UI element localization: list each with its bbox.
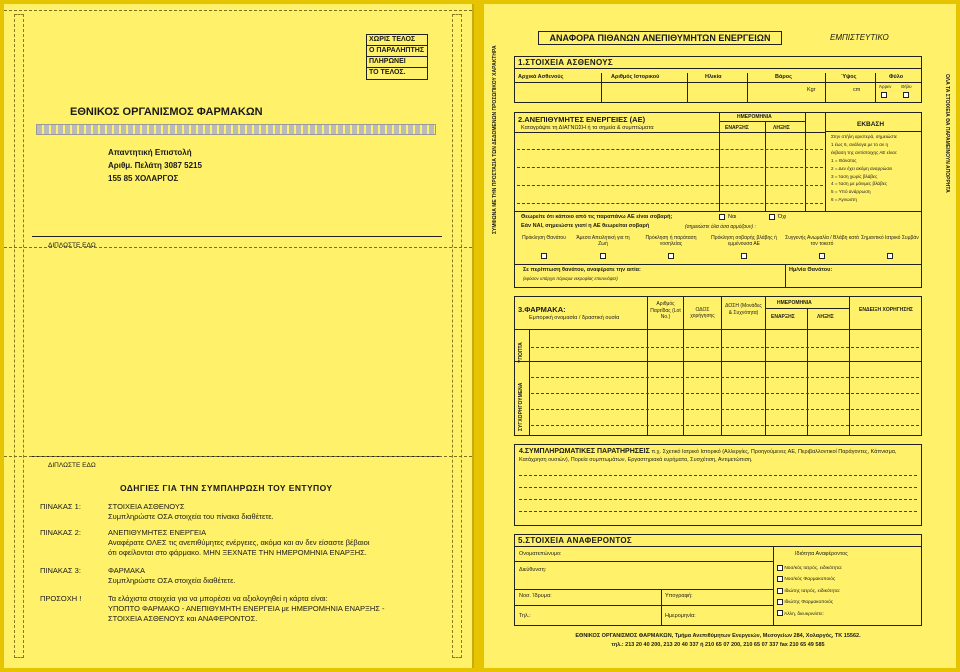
indication-header: ΕΝΔΕΙΞΗ ΧΟΡΗΓΗΣΗΣ (859, 307, 913, 313)
reason-hospitalization: Πρόκληση ή παράταση νοσηλείας (645, 235, 697, 247)
role-label: Άλλη, διευκρινίστε: (784, 611, 824, 617)
instruction-line: Συμπληρώστε ΟΣΑ στοιχεία διαθέτετε. (108, 576, 236, 585)
outcome-header: ΕΚΒΑΣΗ (857, 121, 885, 128)
postage-box (366, 34, 428, 80)
remarks-line[interactable] (519, 487, 917, 488)
concomitant-label: ΣΥΓΧΟΡΗΓΟΥΜΕΝΑ (518, 382, 524, 431)
postage-line: ΤΟ ΤΕΛΟΣ. (369, 69, 406, 76)
suspect-label: ΥΠΟΠΤΑ (518, 342, 524, 363)
outcome-legend-line: 6 = Άγνωστη (831, 197, 857, 203)
entry-line[interactable] (517, 149, 823, 150)
postcode: 155 85 ΧΟΛΑΡΓΟΣ (108, 174, 179, 183)
instruction-key: ΠΙΝΑΚΑΣ 2: (40, 528, 81, 537)
drug-entry-line[interactable] (531, 393, 919, 394)
instruction-3 (40, 566, 418, 586)
outcome-legend-line: Στην στήλη αριστερά, σημειώστε (831, 134, 898, 139)
col-record: Αριθμός Ιστορικού (611, 74, 660, 80)
role-checkbox[interactable] (777, 576, 783, 582)
height-unit: cm (853, 87, 861, 93)
top-dashed-line (4, 10, 472, 11)
serious-question: Θεωρείτε ότι κάποιο από τις παραπάνω ΑΕ είναι σοβαρή; (521, 214, 673, 220)
col-divider (773, 547, 774, 625)
footer-phones: τηλ.: 213 20 40 200, 213 20 40 337 ή 210 65 07 200, 210 65 07 337 fax 210 65 49 585 (611, 642, 825, 648)
reason-medical-event: Σημαντικό Ιατρικό Συμβάν (861, 235, 919, 241)
postage-line: ΧΩΡΙΣ ΤΕΛΟΣ (367, 35, 427, 46)
section-title: 5.ΣΤΟΙΧΕΙΑ ΑΝΑΦΕΡΟΝΤΟΣ (515, 535, 921, 547)
report-form-panel (484, 4, 956, 668)
instruction-line: ΣΤΟΙΧΕΙΑ ΑΣΘΕΝΟΥΣ (108, 502, 185, 511)
col-divider (849, 297, 850, 435)
fold-dash-2 (4, 456, 472, 457)
reporter-address-label: Διεύθυνση: (519, 567, 547, 573)
entry-line[interactable] (517, 167, 823, 168)
col-height: Ύψος (841, 74, 857, 80)
col-initials: Αρχικά Ασθενούς (518, 74, 564, 80)
col-divider (765, 297, 766, 435)
drug-entry-line[interactable] (531, 347, 919, 348)
role-options (777, 563, 842, 620)
drug-end-header: ΛΗΞΗΣ (817, 314, 834, 320)
section-title: 4.ΣΥΜΠΛΗΡΩΜΑΤΙΚΕΣ ΠΑΡΑΤΗΡΗΣΕΙΣ (519, 448, 650, 455)
col-divider (647, 297, 648, 435)
role-checkbox[interactable] (777, 588, 783, 594)
remarks-line[interactable] (519, 499, 917, 500)
role-label: Νοσ/κός Ιατρός, ειδικότητα: (784, 566, 843, 571)
footer (514, 632, 922, 650)
reason-medical-event-checkbox[interactable] (887, 253, 893, 259)
col-age: Ηλικία (705, 74, 722, 80)
role-label: Νοσ/κός Φαρμακοποιός (784, 577, 836, 583)
outcome-legend-line: 2 = Δεν έχει ακόμη αναρρώσει (831, 165, 893, 171)
serious-no-label: Όχι (778, 214, 787, 220)
row-divider (515, 132, 825, 133)
fold-label-2: ΔΙΠΛΩΣΤΕ ΕΔΩ (48, 462, 96, 469)
serious-no-checkbox[interactable] (769, 214, 775, 220)
col-divider (721, 297, 722, 435)
outcome-legend-line: 4 = Ίαση με μόνιμες βλάβες (831, 181, 887, 187)
instruction-key: ΠΙΝΑΚΑΣ 1: (40, 502, 81, 511)
reporter-date-label: Ημερομηνία: (665, 613, 696, 619)
right-fold-edge (452, 14, 462, 658)
reply-envelope-panel (4, 4, 474, 668)
sex-female-checkbox[interactable] (903, 92, 909, 98)
col-divider (785, 264, 786, 287)
instruction-line: Τα ελάχιστα στοιχεία για να μπορέσει να αξιολογηθεί η κάρτα είναι: (108, 594, 328, 603)
start-header: ΕΝΑΡΞΗΣ (725, 125, 749, 131)
instruction-line: ΥΠΟΠΤΟ ΦΑΡΜΑΚΟ - ΑΝΕΠΙΘΥΜΗΤΗ ΕΝΕΡΓΕΙΑ με ΗΜΕΡΟΜΗΝΙΑ ΕΝΑΡΞΗΣ - (108, 604, 385, 613)
death-cause-label: Σε περίπτωση θανάτου, αναφέρατε την αιτία: (523, 267, 641, 273)
col-divider (719, 113, 720, 211)
reason-hospitalization-checkbox[interactable] (668, 253, 674, 259)
drug-entry-line[interactable] (531, 377, 919, 378)
instruction-1 (40, 502, 418, 522)
reason-congenital-checkbox[interactable] (819, 253, 825, 259)
instruction-key: ΠΙΝΑΚΑΣ 3: (40, 566, 81, 575)
col-divider (747, 73, 748, 102)
instruction-line: ΑΝΕΠΙΘΥΜΗΤΕΣ ΕΝΕΡΓΕΙΑ (108, 528, 207, 537)
instruction-line: Αναφέρατε ΟΛΕΣ τις ανεπιθύμητες ενέργειες, ακόμα και αν δεν είσαστε βέβαιοι (108, 538, 370, 547)
sex-female-label: Θήλυ (901, 84, 912, 89)
death-cause-note: (εφόσον υπάρχει πόρισμα νεκροψίας επισυνάψτε) (523, 276, 618, 281)
remarks-hint: π.χ. Σχετικό Ιατρικό Ιστορικό (Αλλεργίες, Προηγούμενες ΑΕ, Περιβαλλοντικοί Παράγοντες, Κάπνισμα, Κατάχρηση ουσιών), Πορεία συμπτωμάτων, Εργαστηριακά ευρήματα, Συσχέτιση, Αντιμετώπιση. (519, 449, 897, 463)
remarks-header (519, 448, 917, 464)
col-divider (805, 113, 806, 211)
confidential-label: ΕΜΠΙΣΤΕΥΤΙΚΟ (830, 33, 889, 42)
drug-entry-line[interactable] (531, 425, 919, 426)
row-divider (825, 131, 921, 132)
death-date-label: Ημ/νία Θανάτου: (789, 267, 833, 273)
section-patient (514, 56, 922, 103)
section-title: 1.ΣΤΟΙΧΕΙΑ ΑΣΘΕΝΟΥΣ (515, 57, 921, 69)
instruction-line: ότι οφείλονται στο φάρμακο. ΜΗΝ ΞΕΧΝΑΤΕ ΤΗΝ ΗΜΕΡΟΜΗΝΙΑ ΕΝΑΡΞΗΣ. (108, 548, 367, 557)
outcome-legend-line: 3 = Ίαση χωρίς βλάβες (831, 173, 878, 179)
outcome-legend-line: έκβαση της αντίστοιχης ΑΕ είναι: (831, 149, 898, 155)
col-divider (825, 73, 826, 102)
role-label: Ιδιώτης Ιατρός, ειδικότητα: (784, 588, 841, 594)
outcome-legend (831, 133, 897, 204)
address-block (108, 146, 202, 185)
reporter-role-title: Ιδιότητα Αναφέροντος (795, 551, 848, 557)
reason-congenital: Συγγενής Ανωμαλία / Βλάβη κατά τον τοκετό (785, 235, 859, 247)
row-divider (515, 211, 921, 212)
dose-header: ΔΟΣΗ (Μονάδες & Συχνότητα) (725, 303, 762, 316)
reporter-name-label: Ονοματεπώνυμο: (519, 551, 562, 557)
form-title: ΑΝΑΦΟΡΑ ΠΙΘΑΝΩΝ ΑΝΕΠΙΘΥΜΗΤΩΝ ΕΝΕΡΓΕΙΩΝ (538, 31, 782, 45)
reply-label: Απαντητική Επιστολή (108, 148, 192, 157)
instruction-2 (40, 528, 418, 558)
why-serious-note: (σημειώστε όλα όσα αρμόζουν) : (685, 224, 756, 230)
row-divider (515, 329, 921, 330)
col-divider (765, 121, 766, 211)
sex-male-checkbox[interactable] (881, 92, 887, 98)
row-divider (515, 264, 921, 265)
row-divider (515, 561, 773, 562)
reason-disability-checkbox[interactable] (741, 253, 747, 259)
row-divider (515, 605, 773, 606)
row-divider (515, 589, 773, 590)
reason-life-threatening-checkbox[interactable] (600, 253, 606, 259)
col-divider (807, 309, 808, 435)
reporter-phone-label: Τηλ.: (519, 613, 531, 619)
col-divider (601, 73, 602, 102)
outcome-legend-line: 5 = Υπό ανάρρωση (831, 189, 871, 195)
remarks-line[interactable] (519, 511, 917, 512)
drug-date-header: ΗΜΕΡΟΜΗΝΙΑ (777, 300, 812, 306)
instruction-line: ΣΤΟΙΧΕΙΑ ΑΣΘΕΝΟΥΣ και ΑΝΑΦΕΡΟΝΤΟΣ. (108, 614, 258, 623)
section-drugs (514, 296, 922, 436)
role-checkbox[interactable] (777, 599, 783, 605)
side-note-left: ΣΥΜΦΩΝΑ ΜΕ ΤΗΝ ΠΡΟΣΤΑΣΙΑ ΤΩΝ ΔΕΔΟΜΕΝΩΝ ΠΡΟΣΩΠΙΚΟΥ ΧΑΡΑΚΤΗΡΑ (492, 45, 498, 234)
instruction-line: ΦΑΡΜΑΚΑ (108, 566, 146, 575)
client-number: Αριθμ. Πελάτη 3087 5215 (108, 161, 202, 170)
remarks-line[interactable] (519, 475, 917, 476)
col-divider (529, 329, 530, 435)
serious-yes-checkbox[interactable] (719, 214, 725, 220)
end-header: ΛΗΞΗΣ (773, 125, 790, 131)
section-adverse-events (514, 112, 922, 288)
section-remarks (514, 444, 922, 526)
batch-header: Αριθμός Παρτίδας (Lot No.) (650, 301, 681, 320)
side-note-right: ΟΛΑ ΤΑ ΣΤΟΙΧΕΙΑ ΘΑ ΠΑΡΑΜΕΙΝΟΥΝ ΑΠΟΡΡΗΤΑ (944, 74, 950, 193)
reason-life-threatening: Άμεσα Απειλητική για τη Ζωή (576, 235, 630, 247)
fold-dash-1 (4, 247, 472, 248)
col-divider (683, 297, 684, 435)
col-divider (875, 73, 876, 102)
col-divider (825, 113, 826, 211)
entry-line[interactable] (517, 185, 823, 186)
row-divider (765, 308, 849, 309)
reporter-signature-label: Υπογραφή: (665, 593, 693, 599)
outcome-legend-line: 1 = Θάνατος (831, 157, 857, 163)
footer-address: ΕΘΝΙΚΟΣ ΟΡΓΑΝΙΣΜΟΣ ΦΑΡΜΑΚΩΝ, Τμήμα Ανεπιθύμητων Ενεργειών, Μεσογείων 284, Χολαργός, ΤΚ 15562. (575, 633, 861, 639)
section-title: 3.ΦΑΡΜΑΚΑ: (518, 305, 566, 314)
row-divider (719, 121, 805, 122)
instruction-line: Συμπληρώστε ΟΣΑ στοιχεία του πίνακα διαθέτετε. (108, 512, 274, 521)
diagnosis-hint: Καταγράψτε τη ΔΙΑΓΝΩΣΗ ή τα σημεία & συμπτώματα (521, 125, 654, 131)
sex-male-label: Άρρεν (879, 84, 892, 89)
barcode (36, 124, 436, 135)
reason-disability: Πρόκληση σοβαρής βλάβης ή εμμένουσα ΑΕ (711, 235, 777, 247)
instruction-4 (40, 594, 418, 624)
col-divider (687, 73, 688, 102)
postage-line: Ο ΠΑΡΑΛΗΠΤΗΣ (367, 46, 427, 57)
org-name: ΕΘΝΙΚΟΣ ΟΡΓΑΝΙΣΜΟΣ ΦΑΡΜΑΚΩΝ (70, 106, 263, 118)
role-checkbox[interactable] (777, 610, 783, 616)
col-sex: Φύλο (889, 74, 904, 80)
reporter-hospital-label: Νοσ. Ίδρυμα: (519, 593, 552, 599)
weight-unit: Kgr (807, 87, 816, 93)
reason-death: Πρόκληση Θανάτου (522, 235, 566, 241)
section-title: 2.ΑΝΕΠΙΘΥΜΗΤΕΣ ΕΝΕΡΓΕΙΕΣ (ΑΕ) (518, 115, 646, 124)
serious-yes-label: Ναι (728, 214, 737, 220)
section-reporter (514, 534, 922, 626)
why-serious-label: Εάν ΝΑΙ, σημειώστε γιατί η ΑΕ θεωρείται σοβαρή (521, 223, 650, 229)
outcome-legend-line: 1 έως 6, ανάλογα με το αν η (831, 141, 889, 147)
col-divider (661, 589, 662, 625)
drug-entry-line[interactable] (531, 409, 919, 410)
instructions-title: ΟΔΗΓΙΕΣ ΓΙΑ ΤΗΝ ΣΥΜΠΛΗΡΩΣΗ ΤΟΥ ΕΝΤΥΠΟΥ (120, 483, 333, 493)
date-header: ΗΜΕΡΟΜΗΝΙΑ (737, 114, 772, 120)
patient-table (515, 73, 921, 102)
postage-line: ΠΛΗΡΩΝΕΙ (367, 57, 427, 68)
col-weight: Βάρος (775, 74, 792, 80)
drug-start-header: ΕΝΑΡΞΗΣ (771, 314, 795, 320)
instruction-key: ΠΡΟΣΟΧΗ ! (40, 594, 82, 603)
entry-line[interactable] (517, 203, 823, 204)
reason-death-checkbox[interactable] (541, 253, 547, 259)
role-label: Ιδιώτης Φαρμακοποιός (784, 600, 834, 606)
left-fold-edge (14, 14, 24, 658)
role-checkbox[interactable] (777, 565, 783, 571)
row-divider (515, 361, 921, 362)
fold-label-1: ΔΙΠΛΩΣΤΕ ΕΔΩ (48, 242, 96, 249)
drug-name-hint: Εμπορική ονομασία / δραστική ουσία (529, 315, 620, 321)
row-divider (515, 82, 921, 83)
fold-line-1 (32, 236, 442, 237)
route-header: ΟΔΟΣ χορήγησης (690, 307, 715, 319)
